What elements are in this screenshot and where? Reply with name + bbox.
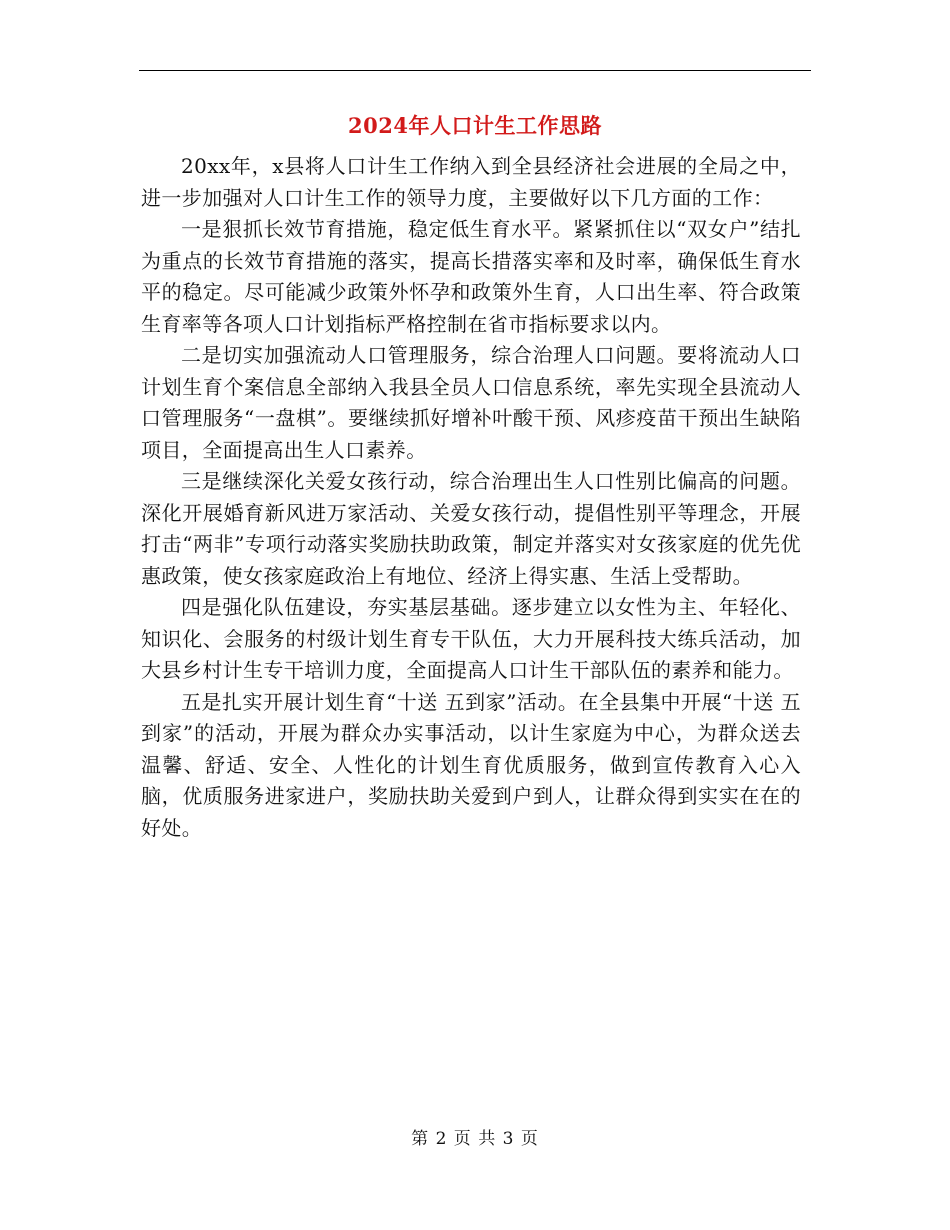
- header-rule: [139, 70, 811, 71]
- paragraph-3: 三是继续深化关爱女孩行动，综合治理出生人口性别比偏高的问题。深化开展婚育新风进万家活动、关爱女孩行动，提倡性别平等理念，开展打击“两非”专项行动落实奖励扶助政策，制定并落实对女孩家庭的优先优惠政策，使女孩家庭政治上有地位、经济上得实惠、生活上受帮助。: [141, 469, 801, 588]
- paragraph-intro: 20xx年，x县将人口计生工作纳入到全县经济社会进展的全局之中，进一步加强对人口计生工作的领导力度，主要做好以下几方面的工作：: [141, 154, 801, 210]
- document-title: 2024年人口计生工作思路: [348, 113, 602, 138]
- page-footer: [0, 1127, 950, 1151]
- paragraph-1: 一是狠抓长效节育措施，稳定低生育水平。紧紧抓住以“双女户”结扎为重点的长效节育措施的落实，提高长措落实率和及时率，确保低生育水平的稳定。尽可能减少政策外怀孕和政策外生育，人口出生率、符合政策生育率等各项人口计划指标严格控制在省市指标要求以内。: [141, 217, 801, 336]
- document-body: [141, 151, 801, 844]
- paragraph-5: 五是扎实开展计划生育“十送 五到家”活动。在全县集中开展“十送 五到家”的活动，开展为群众办实事活动，以计生家庭为中心，为群众送去温馨、舒适、安全、人性化的计划生育优质服务，做到宣传教育入心入脑，优质服务进家进户，奖励扶助关爱到户到人，让群众得到实实在在的好处。: [141, 689, 801, 840]
- paragraph-4: 四是强化队伍建设，夯实基层基础。逐步建立以女性为主、年轻化、知识化、会服务的村级计划生育专干队伍，大力开展科技大练兵活动，加大县乡村计生专干培训力度，全面提高人口计生干部队伍的素养和能力。: [141, 595, 801, 682]
- paragraph-2: 二是切实加强流动人口管理服务，综合治理人口问题。要将流动人口计划生育个案信息全部纳入我县全员人口信息系统，率先实现全县流动人口管理服务“一盘棋”。要继续抓好增补叶酸干预、风疹疫苗干预出生缺陷项目，全面提高出生人口素养。: [141, 343, 801, 462]
- page-number-label: 第 2 页 共 3 页: [411, 1129, 539, 1149]
